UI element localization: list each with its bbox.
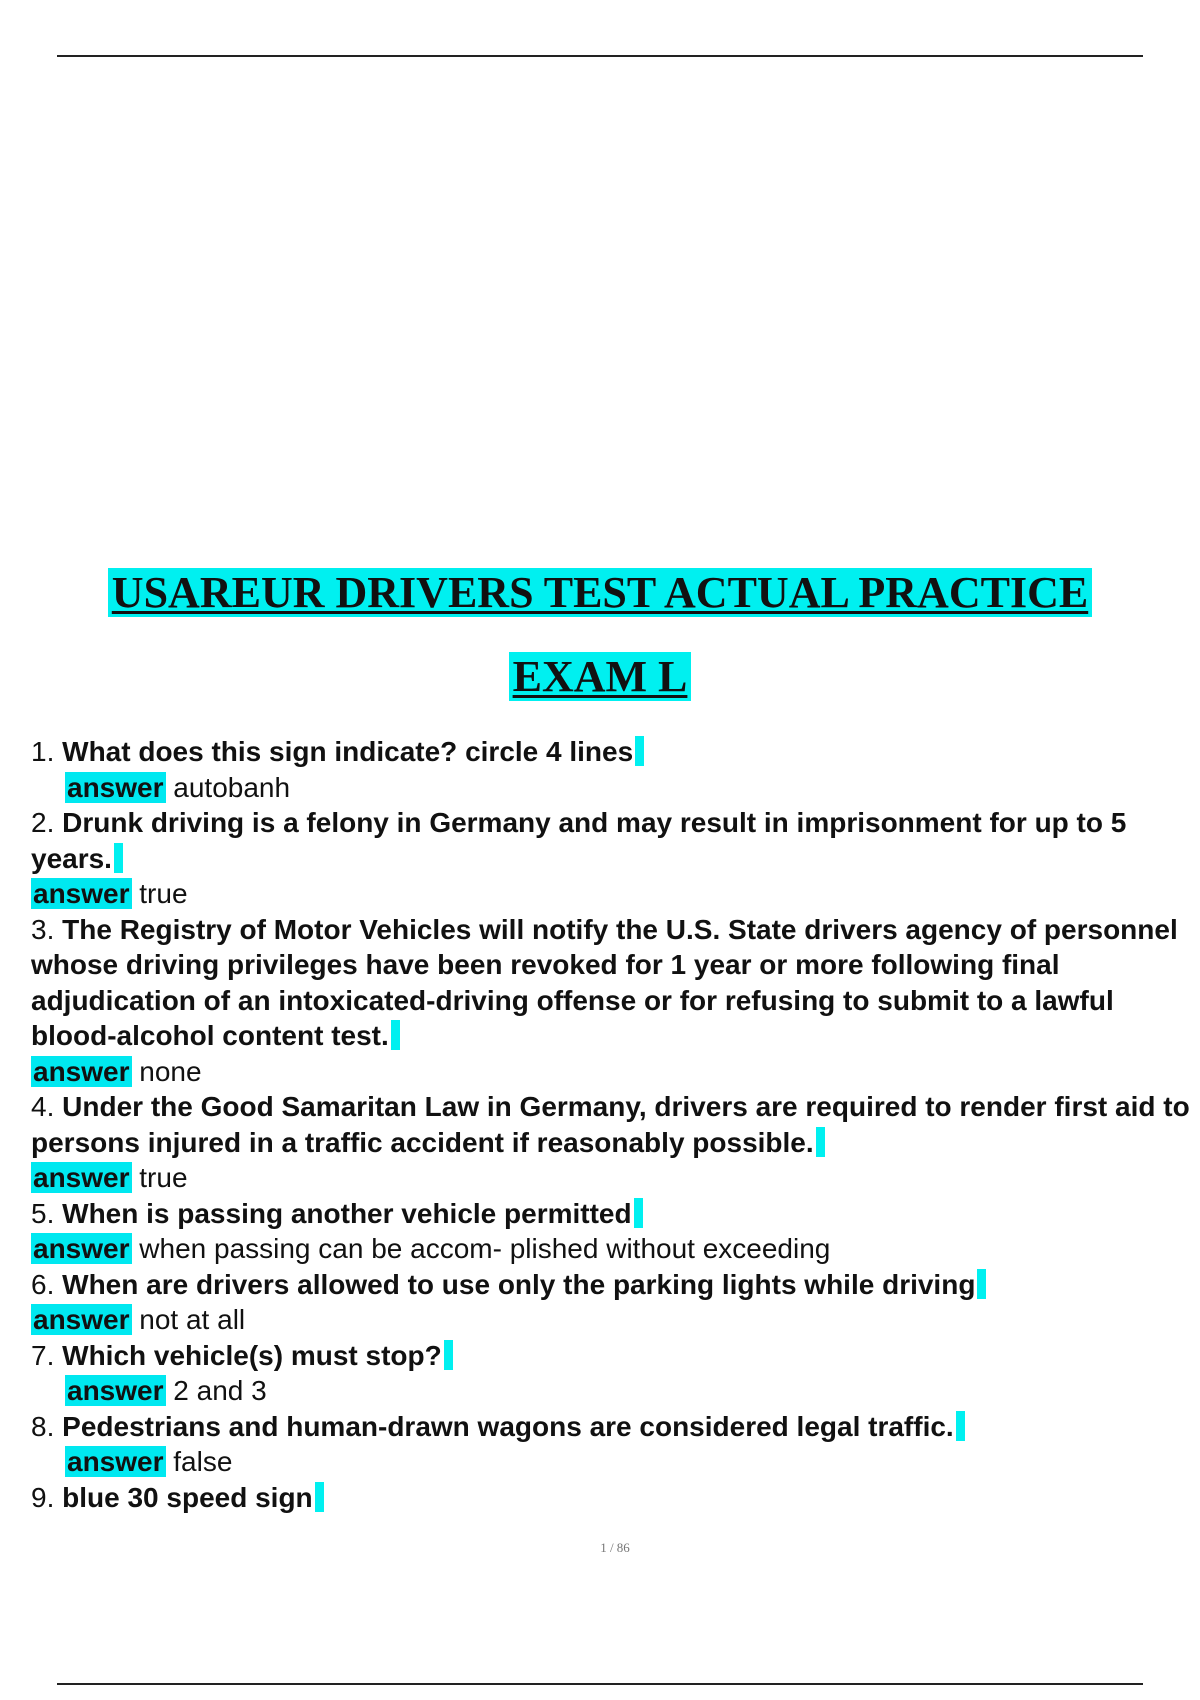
- answer-5: answer when passing can be accom- plished without exceeding: [33, 1233, 831, 1264]
- answer-6: answer not at all: [33, 1304, 246, 1335]
- question-8: 8. Pedestrians and human-drawn wagons are considered legal traffic.: [31, 1409, 1191, 1445]
- question-7: 7. Which vehicle(s) must stop?: [31, 1338, 1191, 1374]
- question-1: 1. What does this sign indicate? circle 4 lines: [31, 734, 1191, 770]
- answer-1: answer autobanh: [67, 771, 291, 803]
- highlight-marker: [635, 736, 644, 766]
- answer-7: answer 2 and 3: [67, 1375, 267, 1406]
- highlight-marker: [315, 1482, 324, 1512]
- page-number: 1 / 86: [600, 1540, 630, 1555]
- highlight-marker: [114, 843, 123, 873]
- title-text-2: EXAM L: [509, 652, 692, 701]
- answer-3: answer none: [33, 1055, 202, 1087]
- question-5: 5. When is passing another vehicle permitted: [31, 1196, 1191, 1232]
- question-9: 9. blue 30 speed sign: [31, 1480, 1191, 1516]
- top-rule: [57, 55, 1143, 57]
- answer-2: answer true: [33, 878, 188, 909]
- highlight-marker: [977, 1269, 986, 1299]
- highlight-marker: [634, 1198, 643, 1228]
- answer-4: answer true: [33, 1162, 188, 1193]
- question-list: [31, 734, 1191, 1515]
- question-4: 4. Under the Good Samaritan Law in Germany, drivers are required to render first aid to persons injured in a traffic accident if reasonably possible.: [31, 1091, 1190, 1158]
- title-line-2: [0, 652, 1200, 702]
- title-line-1: [0, 568, 1200, 618]
- highlight-marker: [444, 1340, 453, 1370]
- answer-8: answer false: [67, 1446, 233, 1477]
- question-3: 3. The Registry of Motor Vehicles will notify the U.S. State drivers agency of personnel whose driving privileges have been revoked for 1 year or more following final adjudication of an intoxicated-driving offense or for refusing to submit to a lawful blood-alcohol content test.: [31, 913, 1178, 1051]
- title-text-1: USAREUR DRIVERS TEST ACTUAL PRACTICE: [108, 568, 1092, 617]
- bottom-rule: [57, 1683, 1143, 1685]
- highlight-marker: [816, 1127, 825, 1157]
- highlight-marker: [391, 1020, 400, 1050]
- question-2: 2. Drunk driving is a felony in Germany and may result in imprisonment for up to 5 years.: [31, 807, 1127, 874]
- highlight-marker: [956, 1411, 965, 1441]
- question-6: 6. When are drivers allowed to use only the parking lights while driving: [31, 1267, 1191, 1303]
